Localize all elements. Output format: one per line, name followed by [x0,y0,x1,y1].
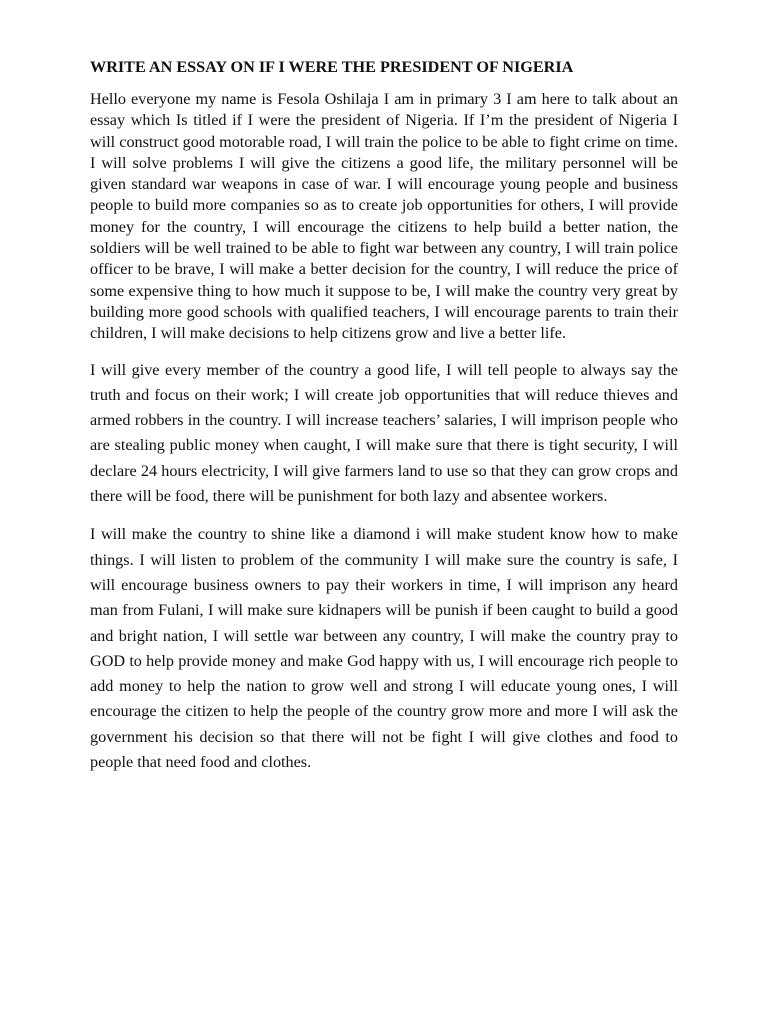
essay-paragraph-1: Hello everyone my name is Fesola Oshilaja I am in primary 3 I am here to talk about an essay which Is titled if I were the president of Nigeria. If I’m the president of Nigeria I will construct good motorable road, I will train the police to be able to fight crime on time. I will solve problems I will give the citizens a good life, the military personnel will be given standard war weapons in case of war. I will encourage young people and business people to build more companies so as to create job opportunities for others, I will provide money for the country, I will encourage the citizens to help build a better nation, the soldiers will be well trained to be able to fight war between any country, I will train police officer to be brave, I will make a better decision for the country, I will reduce the price of some expensive thing to how much it suppose to be, I will make the country very great by building more good schools with qualified teachers, I will encourage parents to train their children, I will make decisions to help citizens grow and live a better life. [90,90,678,343]
essay-title: WRITE AN ESSAY ON IF I WERE THE PRESIDENT OF NIGERIA [90,58,574,76]
document-body [90,56,678,775]
essay-paragraph-3: I will make the country to shine like a diamond i will make student know how to make things. I will listen to problem of the community I will make sure the country is safe, I will encourage business owners to pay their workers in time, I will imprison any heard man from Fulani, I will make sure kidnapers will be punish if been caught to build a good and bright nation, I will settle war between any country, I will make the country pray to GOD to help provide money and make God happy with us, I will encourage rich people to add money to help the nation to grow well and strong I will educate young ones, I will encourage the citizen to help the people of the country grow more and more I will ask the government his decision so that there will not be fight I will give clothes and food to people that need food and clothes. [90,525,678,772]
essay-paragraph-2: I will give every member of the country a good life, I will tell people to always say the truth and focus on their work; I will create job opportunities that will reduce thieves and armed robbers in the country. I will increase teachers’ salaries, I will imprison people who are stealing public money when caught, I will make sure that there is tight security, I will declare 24 hours electricity, I will give farmers land to use so that they can grow crops and there will be food, there will be punishment for both lazy and absentee workers. [90,360,678,506]
